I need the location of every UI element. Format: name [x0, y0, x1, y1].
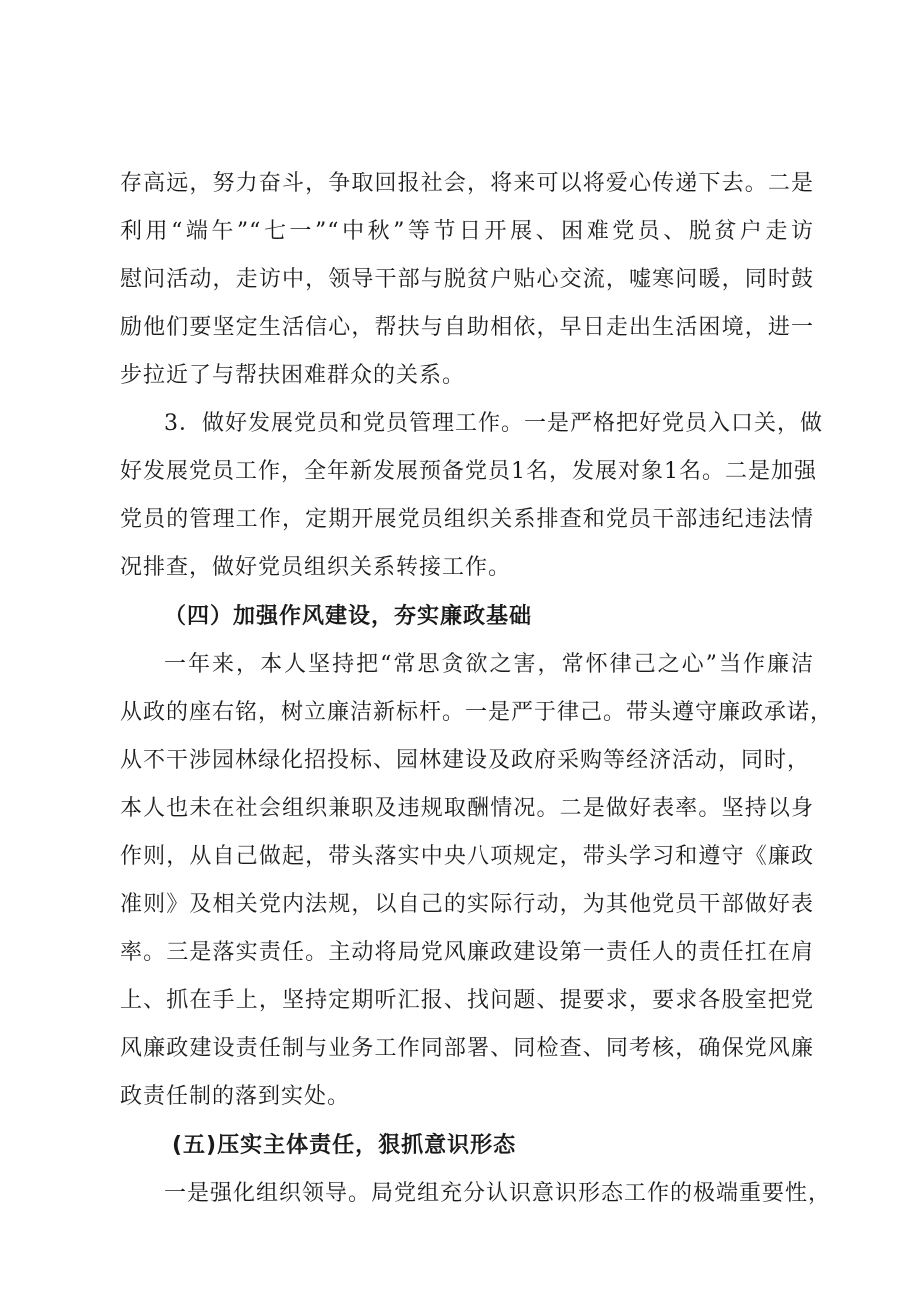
paragraph-line: 一是强化组织领导。局党组充分认识意识形态工作的极端重要性，: [164, 1181, 832, 1206]
paragraph-line: 好发展党员工作，全年新发展预备党员1名，发展对象1名。二是加强: [120, 459, 817, 484]
paragraph-line: 慰问活动，走访中，领导干部与脱贫户贴心交流，嘘寒问暖，同时鼓: [120, 267, 814, 292]
paragraph-line: 步拉近了与帮扶困难群众的关系。: [120, 363, 466, 388]
paragraph-line: 存高远，努力奋斗，争取回报社会，将来可以将爱心传递下去。二是: [120, 171, 814, 196]
section-heading: （四）加强作风建设，夯实廉政基础: [164, 604, 533, 629]
paragraph-line: 况排查，做好党员组织关系转接工作。: [120, 555, 512, 580]
paragraph-line: 从政的座右铭，树立廉洁新标杆。一是严于律己。带头遵守廉政承诺，: [120, 700, 834, 725]
paragraph-line: 3．做好发展党员和党员管理工作。一是严格把好党员入口关，做: [164, 411, 823, 436]
paragraph-line: 准则》及相关党内法规，以自己的实际行动，为其他党员干部做好表: [120, 892, 814, 917]
paragraph-line: 本人也未在社会组织兼职及违规取酬情况。二是做好表率。坚持以身: [120, 796, 814, 821]
paragraph-line: 励他们要坚定生活信心，帮扶与自助相依，早日走出生活困境，进一: [120, 315, 814, 340]
paragraph-line: 上、抓在手上，坚持定期听汇报、找问题、提要求，要求各股室把党: [120, 988, 814, 1013]
paragraph-line: 利用“端午”“七一”“中秋”等节日开展、困难党员、脱贫户走访: [120, 219, 814, 244]
paragraph-line: 从不干涉园林绿化招投标、园林建设及政府采购等经济活动，同时，: [120, 748, 811, 773]
paragraph-line: 政责任制的落到实处。: [120, 1084, 351, 1109]
paragraph-line: 一年来，本人坚持把“常思贪欲之害，常怀律己之心”当作廉洁: [164, 652, 814, 677]
section-heading: (五)压实主体责任，狠抓意识形态: [172, 1133, 517, 1158]
paragraph-line: 率。三是落实责任。主动将局党风廉政建设第一责任人的责任扛在肩: [120, 940, 814, 965]
paragraph-line: 作则，从自己做起，带头落实中央八项规定，带头学习和遵守《廉政: [120, 844, 814, 869]
paragraph-line: 风廉政建设责任制与业务工作同部署、同检查、同考核，确保党风廉: [120, 1036, 814, 1061]
paragraph-line: 党员的管理工作，定期开展党员组织关系排查和党员干部违纪违法情: [120, 507, 814, 532]
